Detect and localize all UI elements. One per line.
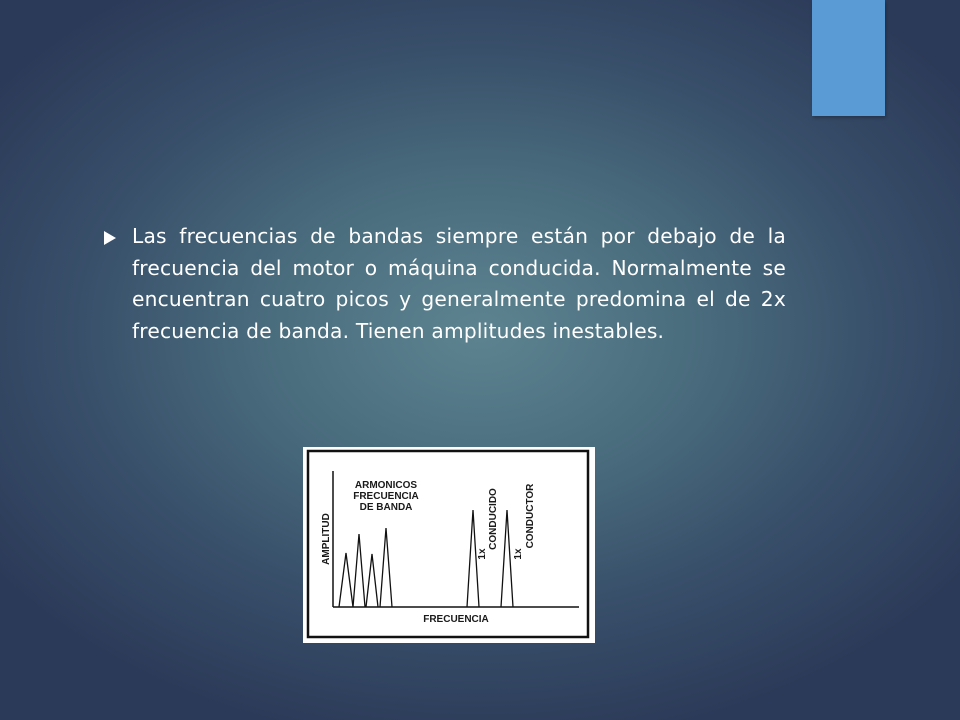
- harmonic-peak-3: [366, 554, 378, 607]
- y-axis-label: AMPLITUD: [321, 513, 332, 565]
- x-axis-label: FRECUENCIA: [423, 614, 489, 625]
- harmonics-label-line-3: DE BANDA: [359, 502, 413, 513]
- harmonic-peak-2: [353, 534, 365, 607]
- driver-peak-label-line-2: CONDUCTOR: [525, 483, 536, 549]
- bullet-item: [104, 221, 786, 347]
- spectrum-figure: [303, 447, 595, 643]
- harmonics-label-line-2: FRECUENCIA: [353, 491, 419, 502]
- driven-peak-label-line-2: CONDUCIDO: [488, 488, 499, 550]
- spectrum-diagram: [303, 447, 595, 643]
- harmonics-label-line-1: ARMONICOS: [354, 480, 418, 491]
- accent-bar: [812, 0, 885, 116]
- harmonic-peak-4: [380, 528, 392, 607]
- triangle-right-icon: [104, 231, 116, 245]
- driver-peak-label-line-1: 1x: [513, 548, 524, 560]
- driver-peak: [501, 510, 513, 607]
- driven-peak-label-line-1: 1x: [477, 548, 488, 560]
- bullet-text: Las frecuencias de bandas siempre están por debajo de la frecuencia del motor o máquina conducida. Normalmente se encuentran cuatro picos y generalmente predomina el de 2x frecuencia de banda. Tienen amplitudes inestables.: [132, 224, 786, 343]
- harmonic-peak-1: [339, 553, 353, 607]
- figure-frame: [308, 451, 588, 637]
